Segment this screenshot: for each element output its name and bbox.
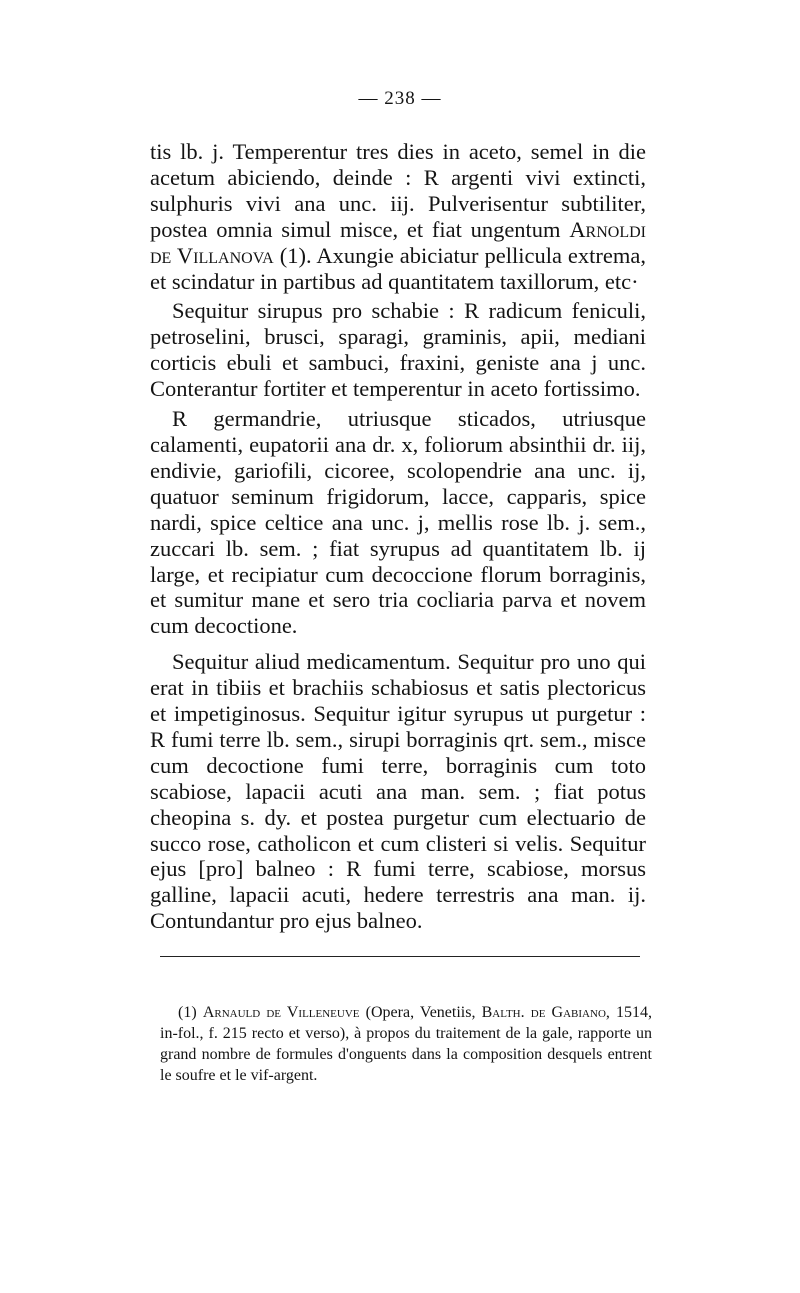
text-segment: (Opera, Venetiis, — [359, 1004, 482, 1021]
page-number: — 238 — — [358, 88, 442, 109]
author-name-small-caps: Arnoldi de Villanova — [150, 216, 646, 268]
footnote-marker: (1) — [178, 1004, 203, 1021]
paragraph-4: Sequitur aliud medicamentum. Sequitur pro uno qui erat in tibiis et brachiis schabiosus et satis plectoricus et impetiginosus. Sequitur igitur syrupus ut purgetur : R fumi terre lb. sem., sirupi borraginis qrt. sem., misce cum decoctione fumi terre, borraginis cum toto scabiose, lapacii acuti ana man. sem. ; fiat potus cheopina s. dy. et postea purgetur cum electuario de succo rose, catholicon et cum clisteri si velis. Sequitur ejus [pro] balneo : R fumi terre, scabiose, morsus galline, lapacii acuti, hedere terrestris ana man. ij. Contundantur pro ejus balneo. — [150, 649, 646, 934]
paragraph-1 — [150, 139, 646, 294]
text-segment: tis lb. j. Temperentur tres dies in aceto, semel in die acetum abiciendo, deinde : R argenti vivi extincti, sulphuris vivi ana unc. iij. Pulverisentur subtiliter, postea omnia simul misce, et fiat ungentum — [150, 139, 646, 242]
paragraph-2: Sequitur sirupus pro schabie : R radicum feniculi, petroselini, brusci, sparagi, graminis, apii, mediani corticis ebuli et sambuci, fraxini, geniste ana j unc. Conterantur fortiter et temperentur in aceto fortissimo. — [150, 298, 646, 402]
main-text — [150, 139, 646, 934]
footnote-divider — [160, 956, 640, 957]
text-segment: (1). Axungie abiciatur pellicula extrema, et scindatur in partibus ad quantitatem taxillorum, etc· — [150, 242, 647, 294]
footnote — [160, 1002, 652, 1086]
text-segment: , 1514, in-fol., f. 215 recto et verso), à propos du traitement de la gale, rapporte un grand nombre de formules d'onguents dans la composition desquels entrent le soufre et le vif-argent. — [160, 1004, 653, 1084]
paragraph-3: R germandrie, utriusque sticados, utriusque calamenti, eupatorii ana dr. x, foliorum absinthii dr. iij, endivie, gariofili, cicoree, scolopendrie ana unc. ij, quatuor seminum frigidorum, lacce, capparis, spice nardi, spice celtice ana unc. j, mellis rose lb. j. sem., zuccari lb. sem. ; fiat syrupus ad quantitatem lb. ij large, et recipiatur cum decoccione florum borraginis, et sumitur mane et sero tria cocliaria parva et novem cum decoctione. — [150, 406, 646, 639]
footnote-author-small-caps: Arnauld de Villeneuve — [202, 1004, 360, 1021]
footnote-printer-small-caps: Balth. de Gabiano — [481, 1004, 606, 1021]
